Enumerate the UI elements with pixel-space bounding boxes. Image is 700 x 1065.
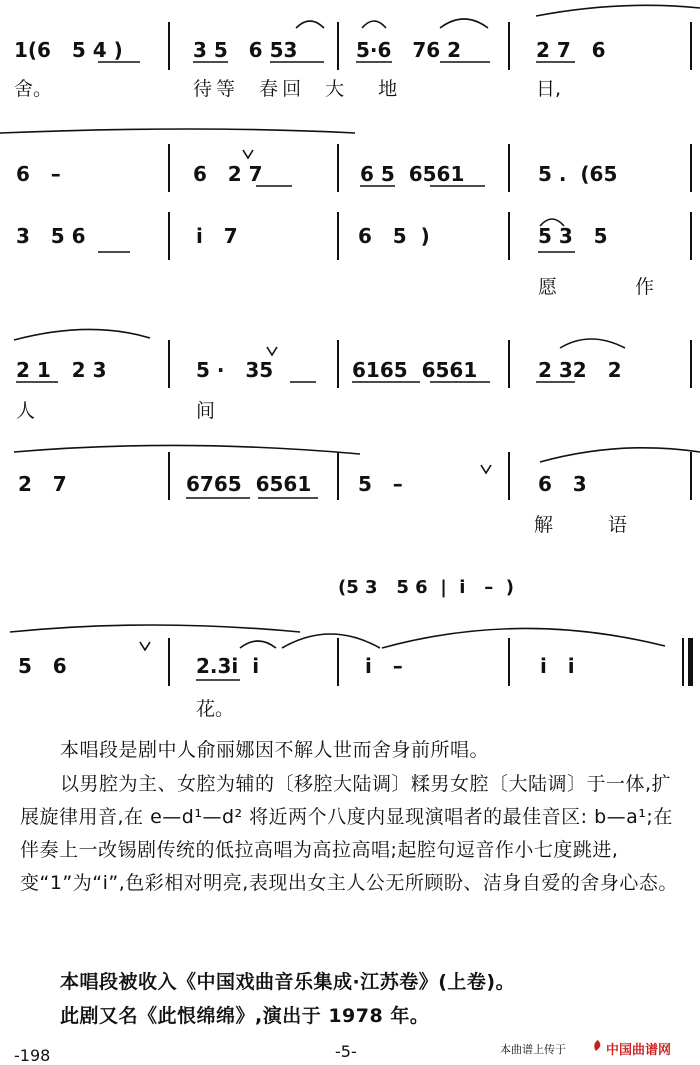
lyric: 解 xyxy=(534,514,554,536)
commentary-paragraph-2: 以男腔为主、女腔为辅的〔移腔大陆调〕糅男女腔〔大陆调〕于一体,扩展旋律用音,在 e—d¹—d² 将近两个八度内显现演唱者的最佳音区: b—a¹;在伴奏上一改锡剧传统的低拉高唱为高拉高唱;起腔句逗音作小七度跳进,变“1”为“i”,色彩相对明亮,表现出女主人公无所顾盼、洁身自爱的舍身心态。 xyxy=(20,773,678,894)
slur xyxy=(540,448,700,462)
measure-notes: 2.3i i xyxy=(196,654,260,678)
measure-notes: i – xyxy=(365,654,403,678)
page-number-center: -5- xyxy=(335,1042,357,1061)
slur xyxy=(296,21,324,28)
lyric: 间 xyxy=(196,400,216,422)
measure-notes: 6165 6561 xyxy=(352,358,478,382)
measure-notes: 5 6 xyxy=(18,654,67,678)
slur xyxy=(240,641,276,648)
site-logo-icon xyxy=(592,1038,604,1052)
slur xyxy=(540,219,564,226)
lyric: 作 xyxy=(635,276,655,298)
measure-notes: 2 7 6 xyxy=(536,38,606,62)
measure-notes: 5 · 35 xyxy=(196,358,274,382)
measure-notes: 6765 6561 xyxy=(186,472,312,496)
measure-notes: 1(6 5 4 ) xyxy=(14,38,123,62)
measure-notes: 3 5 6 xyxy=(16,224,86,248)
lyric: 日, xyxy=(536,78,562,100)
lyric: 花。 xyxy=(196,698,235,720)
slur xyxy=(440,19,488,28)
lyric: 舍。 xyxy=(14,78,53,100)
slur xyxy=(560,339,625,348)
measure-notes: 5 – xyxy=(358,472,403,496)
slur xyxy=(10,625,300,632)
slur xyxy=(14,445,360,454)
measure-notes: 6 3 xyxy=(538,472,587,496)
lyric: 人 xyxy=(16,400,36,422)
measure-notes: 6 – xyxy=(16,162,61,186)
measure-notes: 2 32 2 xyxy=(538,358,622,382)
lyric: 语 xyxy=(608,514,628,536)
accompaniment-line: (5 3 5 6 | i – ) xyxy=(338,577,515,598)
slur xyxy=(362,21,386,28)
measure-notes: i i xyxy=(540,654,575,678)
breath-mark xyxy=(481,465,491,473)
page-number-left: -198 xyxy=(14,1046,51,1065)
commentary-paragraph-3: 本唱段被收入《中国戏曲音乐集成·江苏卷》(上卷)。 xyxy=(60,971,516,993)
commentary-paragraph-4: 此剧又名《此恨绵绵》,演出于 1978 年。 xyxy=(60,1005,430,1027)
measure-notes: 6 2 7 xyxy=(193,162,263,186)
breath-mark xyxy=(267,347,277,355)
upload-note: 本曲谱上传于 xyxy=(500,1043,566,1056)
lyric: 愿 xyxy=(538,276,558,298)
breath-mark xyxy=(243,150,253,158)
measure-notes: 2 1 2 3 xyxy=(16,358,107,382)
measure-notes: 5·6 76 2 xyxy=(356,38,462,62)
site-name-link[interactable]: 中国曲谱网 xyxy=(606,1043,672,1058)
measure-notes: 6 5 ) xyxy=(358,224,430,248)
measure-notes: 6 5 6561 xyxy=(360,162,465,186)
breath-mark xyxy=(140,642,150,650)
commentary-paragraph-1: 本唱段是剧中人俞丽娜因不解人世而舍身前所唱。 xyxy=(60,739,490,761)
lyric: 待等 春回 大 地 xyxy=(193,78,402,100)
measure-notes: 3 5 6 53 xyxy=(193,38,298,62)
measure-notes: 5 . (65 xyxy=(538,162,618,186)
slur xyxy=(282,634,380,648)
slur xyxy=(536,5,700,16)
slur xyxy=(382,628,665,648)
measure-notes: i 7 xyxy=(196,224,238,248)
measure-notes: 5 3 5 xyxy=(538,224,608,248)
measure-notes: 2 7 xyxy=(18,472,67,496)
slur xyxy=(14,329,150,340)
slur xyxy=(0,129,355,133)
